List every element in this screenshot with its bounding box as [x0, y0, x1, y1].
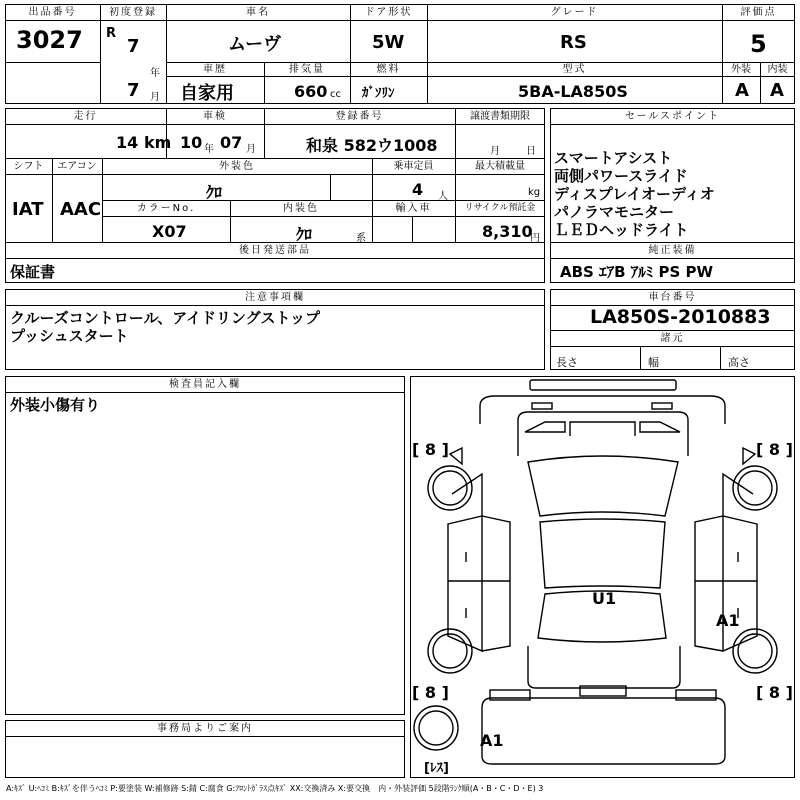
inspection-label: 車検: [203, 111, 227, 122]
sales-points-label: セールスポイント: [624, 111, 721, 122]
later-parts-label: 後日発送部品: [239, 245, 311, 256]
door-label: ドア形状: [364, 7, 413, 18]
lot-number: 3027: [16, 26, 83, 54]
car-body-diagram: [410, 376, 795, 778]
tire-rear-left: [ 8 ]: [412, 683, 449, 702]
first-reg-month-unit: 月: [150, 92, 160, 103]
fuel-value: ｶﾞｿﾘﾝ: [362, 86, 395, 101]
ext-color-value: ｸﾛ: [206, 183, 223, 202]
inspection-month-unit: 月: [246, 144, 256, 155]
office-label: 事務局よりご案内: [157, 723, 253, 734]
transfer-month-unit: 月: [490, 146, 500, 157]
max-load-label: 最大積載量: [475, 161, 525, 172]
chassis-number: LA850S-2010883: [590, 306, 771, 328]
sales-points-list: [554, 149, 715, 239]
model-label: 型式: [562, 64, 587, 75]
int-color-unit: 系: [356, 233, 366, 244]
color-no-label: カラーNo.: [136, 203, 196, 214]
plate-label: 登録番号: [335, 111, 384, 122]
exterior-grade-value: A: [735, 80, 749, 101]
grade-label: グレード: [550, 7, 599, 18]
sales-point-item: 両側パワースライド: [554, 167, 688, 185]
damage-mark-roof: U1: [592, 589, 617, 608]
damage-mark-rear-door: A1: [716, 611, 740, 630]
plate-value: 和泉 582ウ1008: [306, 136, 438, 155]
specs-label: 諸元: [660, 333, 685, 344]
color-no-value: X07: [152, 222, 187, 241]
displacement-unit: cc: [330, 89, 341, 100]
caution-text: [10, 309, 320, 345]
transfer-label: 譲渡書類期限: [470, 111, 530, 122]
equipment-label: 純正装備: [648, 245, 697, 256]
mileage-unit: km: [144, 133, 172, 152]
car-name-label: 車名: [246, 7, 270, 18]
first-reg-year: 7: [127, 36, 140, 57]
chassis-label: 車台番号: [648, 292, 697, 303]
recycle-label: リサイクル預託金: [464, 203, 536, 213]
inspector-note: 外装小傷有り: [10, 396, 101, 414]
top-block: [5, 4, 795, 104]
shift-value: IAT: [12, 199, 44, 220]
tire-front-right: [ 8 ]: [756, 440, 793, 459]
inspector-label: 検査員記入欄: [169, 379, 241, 390]
damage-mark-bumper: A1: [480, 731, 504, 750]
rating-label: 評価点: [740, 7, 777, 18]
exterior-grade-label: 外装: [731, 64, 751, 75]
inspector-block: [5, 376, 405, 715]
first-reg-year-unit: 年: [150, 68, 160, 79]
sales-point-item: スマートアシスト: [554, 149, 673, 167]
history-value: 自家用: [180, 83, 234, 104]
first-reg-label: 初度登録: [109, 7, 157, 18]
inspection-year: 10: [180, 133, 203, 152]
mileage-value: 14: [116, 133, 139, 152]
sales-point-item: パノラマモニター: [554, 203, 675, 221]
inspection-month: 07: [220, 133, 243, 152]
max-load-unit: kg: [528, 187, 541, 198]
car-name: ムーヴ: [228, 34, 282, 55]
specs-height: 高さ: [728, 356, 750, 369]
interior-grade-label: 内装: [767, 64, 788, 75]
first-reg-era: R: [106, 26, 117, 41]
capacity-value: 4: [412, 180, 424, 199]
capacity-unit: 人: [438, 191, 448, 202]
rating-value: 5: [750, 30, 767, 58]
door-value: 5W: [372, 32, 405, 53]
aircon-label: エアコン: [57, 161, 97, 172]
inspection-year-unit: 年: [204, 144, 214, 155]
caution-line: クルーズコントロール、アイドリングストップ: [10, 309, 321, 327]
ext-color-label: 外装色: [219, 161, 255, 172]
mileage-label: 走行: [73, 111, 98, 122]
int-color-value: ｸﾛ: [296, 225, 313, 244]
caution-label: 注意事項欄: [245, 292, 305, 303]
history-label: 車歴: [203, 64, 227, 75]
specs-length: 長さ: [556, 356, 578, 369]
tire-front-left: [ 8 ]: [412, 440, 449, 459]
spare-tire-label: [ﾚｽ]: [424, 761, 449, 776]
aircon-value: AAC: [60, 199, 102, 220]
capacity-label: 乗車定員: [393, 161, 434, 172]
interior-grade-value: A: [770, 80, 784, 101]
caution-line: プッシュスタート: [10, 327, 129, 345]
equipment-value: ABS ｴｱB ｱﾙﾐ PS PW: [560, 263, 714, 281]
int-color-label: 内装色: [283, 203, 319, 214]
recycle-value: 8,310: [482, 222, 533, 241]
sales-point-item: ＬＥＤヘッドライト: [554, 221, 689, 239]
model-value: 5BA-LA850S: [518, 82, 628, 101]
specs-width: 幅: [648, 356, 659, 369]
recycle-unit: 円: [530, 233, 540, 244]
tire-rear-right: [ 8 ]: [756, 683, 793, 702]
fuel-label: 燃料: [376, 64, 401, 75]
first-reg-month: 7: [127, 80, 140, 101]
displacement-label: 排気量: [289, 64, 325, 75]
shift-label: シフト: [13, 161, 44, 172]
sales-point-item: ディスプレイオーディオ: [554, 185, 715, 203]
lot-label: 出品番号: [28, 7, 77, 18]
displacement-value: 660: [294, 82, 328, 101]
legend: A:ｷｽﾞ U:ﾍｺﾐ B:ｷｽﾞを伴うﾍｺﾐ P:要塗装 W:補修跡 S:錆 C:腐食 G:ﾌﾛﾝﾄｶﾞﾗｽ点ｷｽﾞ XX:交換済み X:要交換 内・外装評価 5段階ﾗﾝｸ順(A・B・C・D・E) 3: [6, 784, 544, 793]
transfer-day-unit: 日: [526, 146, 536, 157]
grade-value: RS: [560, 32, 587, 53]
import-label: 輸入車: [395, 203, 432, 214]
later-parts-value: 保証書: [10, 263, 56, 281]
